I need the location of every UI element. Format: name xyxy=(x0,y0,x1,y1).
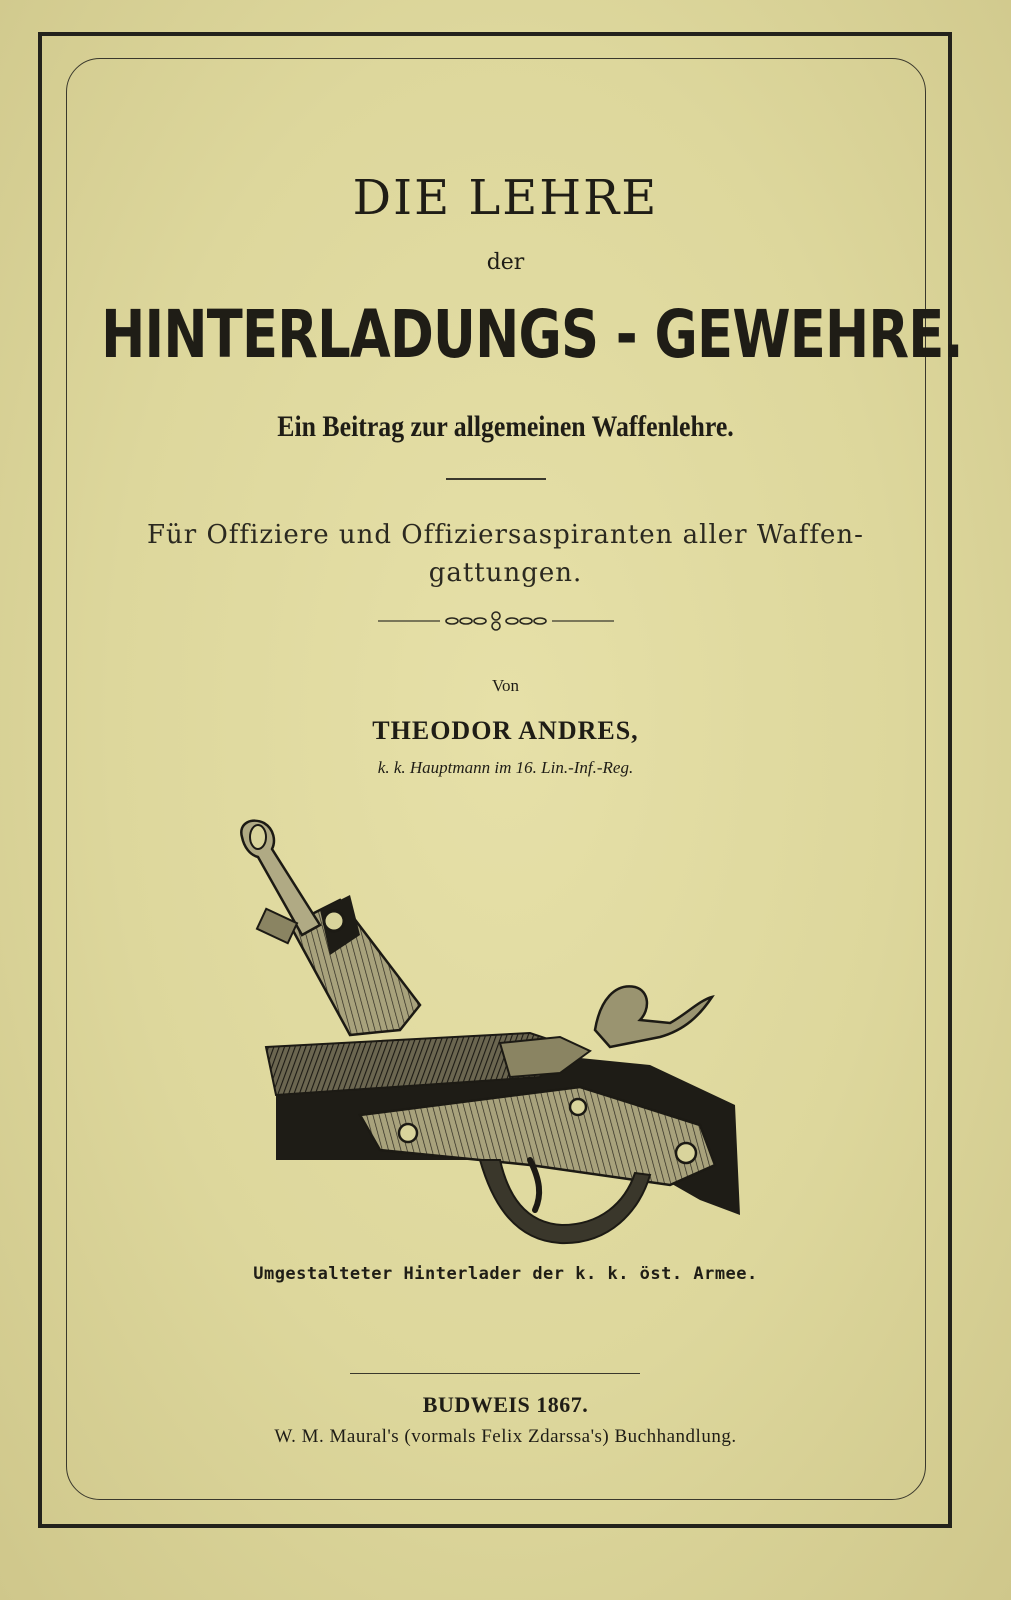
divider-short xyxy=(446,478,546,480)
divider-long xyxy=(350,1373,640,1374)
imprint-publisher: W. M. Maural's (vormals Felix Zdarssa's) Buchhandlung. xyxy=(274,1426,737,1447)
illustration-caption: Umgestalteter Hinterlader der k. k. öst. Armee. xyxy=(253,1264,758,1284)
title-line-1: DIE LEHRE xyxy=(352,170,659,226)
subtitle: Ein Beitrag zur allgemeinen Waffenlehre. xyxy=(277,410,734,443)
audience-line-1: Für Offiziere und Offiziersaspiranten aller Waffen- xyxy=(147,520,864,550)
author-prefix: Von xyxy=(491,676,520,695)
title-line-2: der xyxy=(486,250,525,275)
rifle-breech-illustration xyxy=(230,815,760,1255)
author-name: THEODOR ANDRES, xyxy=(372,716,639,745)
audience-line-2: gattungen. xyxy=(428,558,583,588)
imprint-place-year: BUDWEIS 1867. xyxy=(422,1392,589,1417)
author-rank: k. k. Hauptmann im 16. Lin.-Inf.-Reg. xyxy=(377,758,634,777)
main-title: HINTERLADUNGS - GEWEHRE. xyxy=(101,296,963,373)
ornament-divider-icon xyxy=(378,610,614,632)
